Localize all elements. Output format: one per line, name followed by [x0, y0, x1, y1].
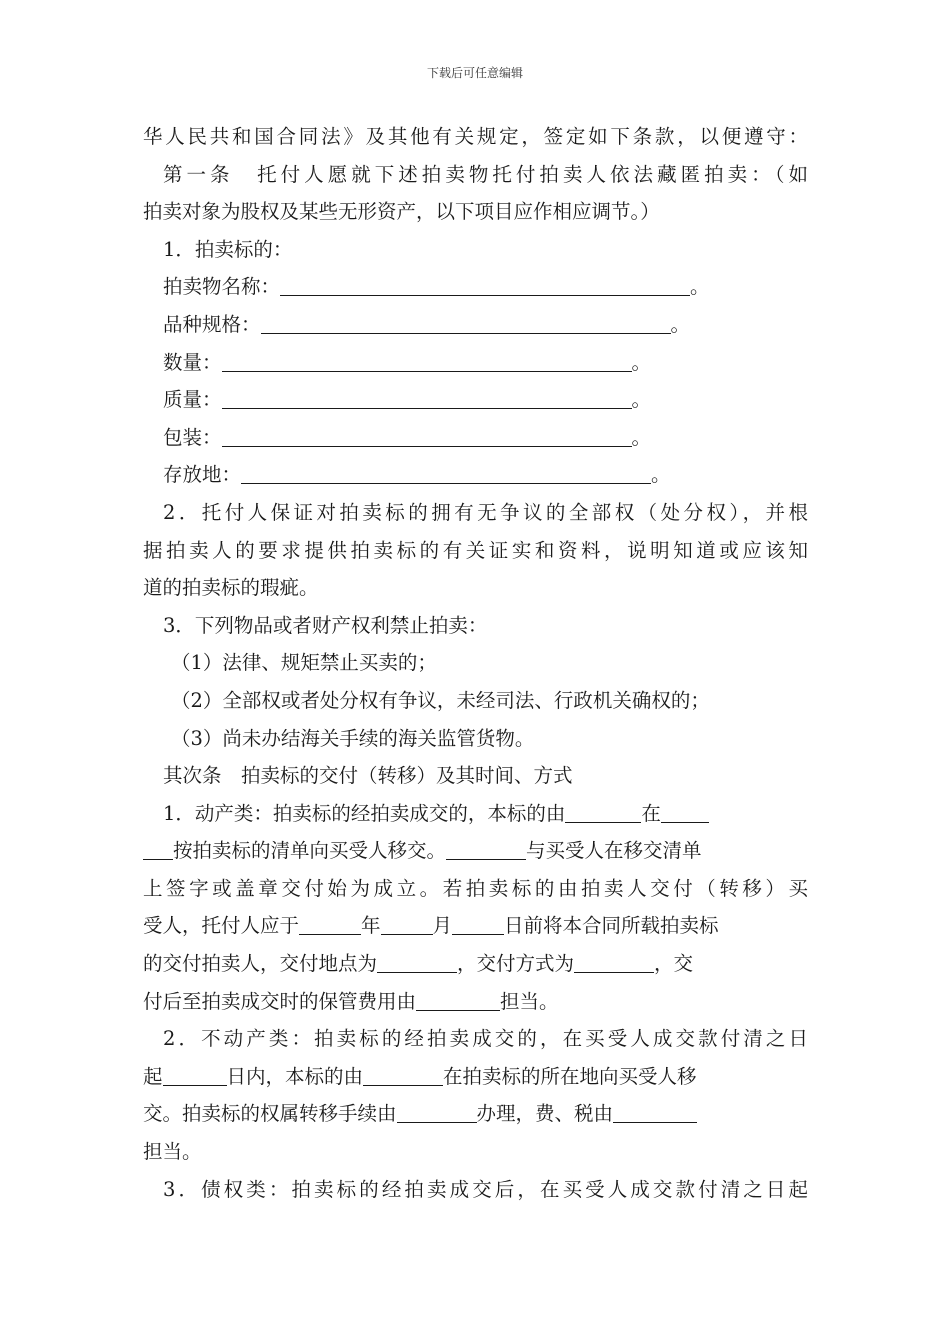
field-label: 数量：	[163, 350, 222, 374]
text-line: 3．债权类：拍卖标的经拍卖成交后，在买受人成交款付清之日起	[163, 1177, 808, 1201]
field-label: 包装：	[163, 425, 222, 449]
blank-line[interactable]	[241, 461, 651, 484]
blank-line[interactable]	[377, 950, 457, 973]
blank-line[interactable]	[661, 800, 709, 823]
blank-line[interactable]	[222, 349, 632, 372]
form-field-spec: 品种规格： 。	[163, 312, 691, 336]
text-line: 起 日内，本标的由 在拍卖标的所在地向买受人移	[143, 1064, 697, 1088]
page-header: 下载后可任意编辑	[426, 66, 523, 80]
blank-line[interactable]	[613, 1100, 697, 1123]
text-line: 受人，托付人应于 年 月 日前将本合同所载拍卖标	[143, 914, 719, 938]
text-line: 2．托付人保证对拍卖标的拥有无争议的全部权（处分权），并根	[163, 500, 808, 524]
field-label: 品种规格：	[163, 312, 261, 336]
text-line: 担当。	[143, 1140, 202, 1164]
blank-line[interactable]	[446, 837, 526, 860]
list-item: （1）法律、规矩禁止买卖的；	[171, 651, 437, 675]
text-line: 上签字或盖章交付始为成立。若拍卖标的由拍卖人交付（转移）买	[143, 876, 808, 900]
blank-line[interactable]	[261, 311, 671, 334]
blank-line[interactable]	[565, 800, 641, 823]
text-line: 按拍卖标的清单向买受人移交。 与买受人在移交清单	[143, 832, 808, 870]
article-2-heading: 其次条 拍卖标的交付（转移）及其时间、方式	[163, 764, 573, 788]
text-line: 的交付拍卖人，交付地点为 ，交付方式为 ，交	[143, 952, 694, 976]
field-label: 质量：	[163, 388, 222, 412]
article-1-heading: 第一条 托付人愿就下述拍卖物托付拍卖人依法藏匿拍卖：（如	[163, 162, 808, 186]
form-field-name: 拍卖物名称： 。	[163, 275, 710, 299]
text-line: 拍卖对象为股权及某些无形资产，以下项目应作相应调节。）	[143, 200, 660, 224]
item-heading: 3．下列物品或者财产权利禁止拍卖：	[163, 613, 488, 637]
form-field-quality: 质量： 。	[163, 388, 652, 412]
list-item: （3）尚未办结海关手续的海关监管货物。	[171, 726, 535, 750]
blank-line[interactable]	[222, 386, 632, 409]
text-line: 道的拍卖标的瑕疵。	[143, 576, 319, 600]
form-field-quantity: 数量： 。	[163, 350, 652, 374]
text-line: 付后至拍卖成交时的保管费用由 担当。	[143, 989, 559, 1013]
text-line: 1．动产类：拍卖标的经拍卖成交的，本标的由 在	[143, 795, 808, 833]
text-line: 据拍卖人的要求提供拍卖标的有关证实和资料，说明知道或应该知	[143, 538, 808, 562]
blank-line[interactable]	[363, 1063, 443, 1086]
field-label: 存放地：	[163, 463, 242, 487]
text-line: 华人民共和国合同法》及其他有关规定，签定如下条款，以便遵守：	[143, 125, 808, 148]
field-label: 拍卖物名称：	[163, 275, 281, 299]
blank-line[interactable]	[574, 950, 654, 973]
document-body	[143, 118, 808, 1208]
text-line: 交。拍卖标的权属转移手续由 办理，费、税由	[143, 1095, 808, 1133]
form-field-package: 包装： 。	[163, 425, 652, 449]
list-item: （2）全部权或者处分权有争议，未经司法、行政机关确权的；	[171, 688, 710, 712]
text-line: 2．不动产类：拍卖标的经拍卖成交的，在买受人成交款付清之日	[163, 1027, 808, 1051]
blank-line[interactable]	[381, 912, 433, 935]
blank-line[interactable]	[222, 424, 632, 447]
blank-line[interactable]	[416, 988, 500, 1011]
blank-line[interactable]	[452, 912, 504, 935]
blank-line[interactable]	[163, 1063, 227, 1086]
blank-line[interactable]	[280, 273, 690, 296]
blank-line[interactable]	[397, 1100, 477, 1123]
blank-line[interactable]	[299, 912, 361, 935]
form-field-location: 存放地： 。	[163, 463, 671, 487]
item-heading: 1．拍卖标的：	[163, 237, 293, 261]
blank-line[interactable]	[143, 837, 173, 860]
